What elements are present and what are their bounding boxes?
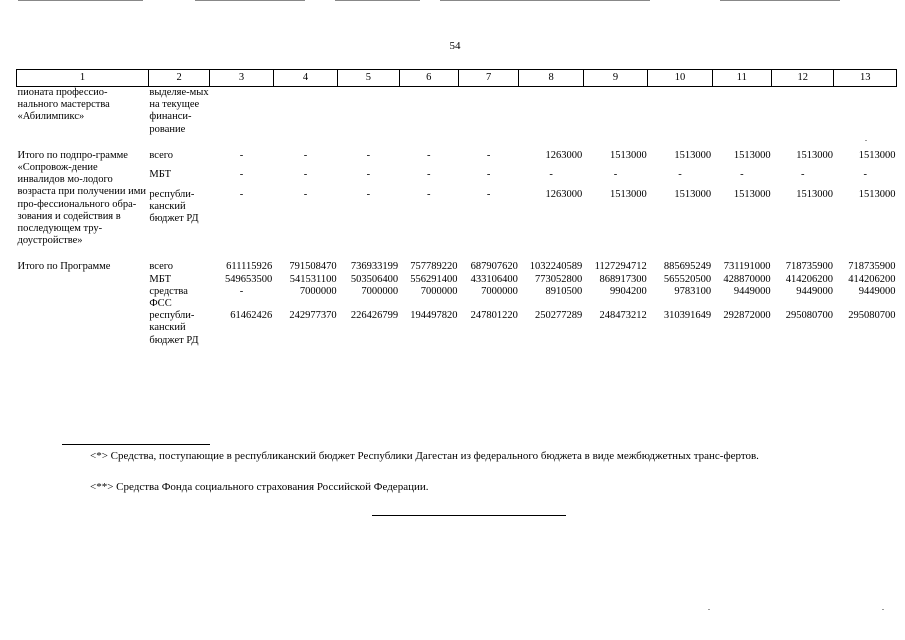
- value-cell: -: [427, 149, 431, 161]
- value-cell: 1032240589: [529, 261, 583, 273]
- value-cell: 565520500: [663, 273, 712, 285]
- table-row: [17, 150, 897, 170]
- value-cell: 9449000: [796, 285, 833, 297]
- value-cell: 718735900: [785, 261, 833, 273]
- value-cell: 9449000: [858, 285, 896, 297]
- value-cell: 1263000: [545, 188, 583, 200]
- column-number-10: 10: [648, 70, 712, 87]
- top-edge-line: [440, 0, 650, 1]
- value-cell: -: [740, 169, 744, 181]
- table-row: [17, 87, 897, 136]
- table-row: [17, 286, 897, 310]
- value-cell: [210, 87, 273, 136]
- column-number-12: 12: [772, 70, 834, 87]
- value-cell: -: [801, 169, 805, 181]
- column-number-5: 5: [338, 70, 399, 87]
- column-number-7: 7: [458, 70, 518, 87]
- scan-speck: [708, 609, 710, 610]
- column-number-2: 2: [148, 70, 209, 87]
- top-edge-line: [335, 0, 420, 1]
- column-number-9: 9: [583, 70, 647, 87]
- value-cell: 295080700: [848, 310, 896, 322]
- column-number-row: [17, 70, 897, 87]
- value-cell: -: [303, 169, 308, 181]
- value-cell: 718735900: [848, 261, 896, 273]
- value-cell: 250277289: [535, 310, 583, 322]
- value-cell: 414206200: [785, 273, 833, 285]
- column-number-6: 6: [399, 70, 458, 87]
- value-cell: 1513000: [858, 188, 896, 200]
- funding-source-cell: средства ФСС: [149, 285, 188, 310]
- column-number-4: 4: [273, 70, 337, 87]
- value-cell: -: [239, 285, 244, 297]
- value-cell: 1513000: [674, 188, 712, 200]
- funding-source-cell: всего: [149, 261, 174, 273]
- value-cell: 1513000: [733, 188, 771, 200]
- value-cell: 773052800: [535, 273, 583, 285]
- column-number-1: 1: [17, 70, 149, 87]
- section-gap: [17, 247, 897, 261]
- value-cell: -: [303, 188, 308, 200]
- value-cell: 1513000: [609, 188, 647, 200]
- value-cell: 242977370: [289, 310, 337, 322]
- value-cell: 8910500: [545, 285, 583, 297]
- value-cell: 868917300: [599, 273, 647, 285]
- program-name-cell: Итого по подпро-грамме «Сопровож-дение инвалидов мо-лодого возраста при получении ими про-фессионального обра-зования и содействия в последующем тру-доустройстве»: [17, 149, 146, 247]
- value-cell: 7000000: [481, 285, 518, 297]
- value-cell: -: [678, 169, 682, 181]
- value-cell: 611115926: [226, 261, 273, 273]
- gap-cell: [17, 136, 897, 150]
- table-row: [17, 169, 897, 189]
- value-cell: 7000000: [361, 285, 399, 297]
- funding-source-cell: республи-канский бюджет РД: [149, 188, 199, 225]
- table-row: [17, 189, 897, 248]
- scan-speck: [882, 609, 884, 610]
- value-cell: 7000000: [299, 285, 337, 297]
- funding-source-cell: республи-канский бюджет РД: [149, 310, 199, 346]
- value-cell: [834, 87, 897, 136]
- value-cell: 61462426: [230, 310, 273, 322]
- value-cell: 757789220: [410, 261, 458, 273]
- gap-cell: [17, 247, 897, 261]
- value-cell: -: [239, 169, 244, 181]
- value-cell: 433106400: [470, 273, 518, 285]
- value-cell: [338, 87, 399, 136]
- footnote-fss: <**> Средства Фонда социального страхования Российской Федерации.: [90, 481, 429, 493]
- table-body: [17, 87, 897, 347]
- section-gap: [17, 136, 897, 150]
- scan-speck: [865, 140, 867, 141]
- value-cell: [648, 87, 712, 136]
- value-cell: 791508470: [289, 261, 337, 273]
- table-row: [17, 274, 897, 286]
- value-cell: -: [863, 169, 867, 181]
- value-cell: [399, 87, 458, 136]
- value-cell: 9449000: [733, 285, 771, 297]
- value-cell: 9783100: [674, 285, 712, 297]
- value-cell: 736933199: [350, 261, 399, 273]
- value-cell: -: [239, 149, 244, 161]
- funding-source-cell: всего: [149, 149, 174, 161]
- value-cell: -: [486, 169, 491, 181]
- value-cell: 414206200: [848, 273, 896, 285]
- value-cell: -: [366, 149, 371, 161]
- top-edge-line: [195, 0, 305, 1]
- value-cell: 549653500: [224, 273, 273, 285]
- value-cell: 194497820: [410, 310, 458, 322]
- value-cell: 503506400: [350, 273, 399, 285]
- funding-source-cell: выделяе-мых на текущее финанси-рование: [149, 87, 209, 135]
- value-cell: 541531100: [289, 273, 337, 285]
- value-cell: 731191000: [723, 261, 771, 273]
- value-cell: -: [486, 188, 491, 200]
- value-cell: 248473212: [599, 310, 647, 322]
- column-number-3: 3: [210, 70, 273, 87]
- value-cell: [519, 87, 583, 136]
- value-cell: 7000000: [420, 285, 458, 297]
- value-cell: 1513000: [733, 149, 771, 161]
- value-cell: 1513000: [796, 188, 833, 200]
- value-cell: 1263000: [545, 149, 583, 161]
- value-cell: [458, 87, 518, 136]
- value-cell: 226426799: [350, 310, 399, 322]
- value-cell: [583, 87, 647, 136]
- funding-source-cell: МБТ: [149, 169, 172, 181]
- value-cell: 1513000: [609, 149, 647, 161]
- value-cell: 247801220: [470, 310, 518, 322]
- footnote-separator: [62, 444, 210, 445]
- value-cell: 428870000: [723, 273, 771, 285]
- column-number-11: 11: [712, 70, 771, 87]
- value-cell: -: [427, 169, 431, 181]
- footnote-mbt: <*> Средства, поступающие в республиканский бюджет Республики Дагестан из федерального бюджета в виде межбюджетных транс-фертов.: [90, 450, 759, 462]
- value-cell: 292872000: [723, 310, 771, 322]
- value-cell: 1513000: [674, 149, 712, 161]
- value-cell: 1127294712: [594, 261, 647, 273]
- table-row: [17, 310, 897, 347]
- column-number-13: 13: [834, 70, 897, 87]
- value-cell: -: [239, 188, 244, 200]
- value-cell: [772, 87, 834, 136]
- value-cell: -: [486, 149, 491, 161]
- value-cell: -: [613, 169, 618, 181]
- top-edge-line: [720, 0, 840, 1]
- value-cell: [712, 87, 771, 136]
- value-cell: 687907620: [470, 261, 518, 273]
- table-row: [17, 261, 897, 273]
- column-number-8: 8: [519, 70, 583, 87]
- program-name-cell: Итого по Программе: [17, 261, 111, 273]
- value-cell: -: [366, 188, 371, 200]
- value-cell: 1513000: [858, 149, 896, 161]
- program-name-cell: пионата профессио-нального мастерства «Абилимпикс»: [17, 87, 110, 123]
- value-cell: -: [427, 188, 431, 200]
- table-header: [17, 70, 897, 87]
- value-cell: -: [549, 169, 553, 181]
- value-cell: 310391649: [663, 310, 712, 322]
- value-cell: 885695249: [663, 261, 712, 273]
- value-cell: 295080700: [785, 310, 833, 322]
- budget-table: [16, 69, 897, 347]
- value-cell: 1513000: [796, 149, 833, 161]
- top-edge-line: [18, 0, 143, 1]
- value-cell: -: [366, 169, 371, 181]
- value-cell: 9904200: [609, 285, 647, 297]
- funding-source-cell: МБТ: [149, 273, 172, 285]
- page-number: 54: [449, 40, 461, 52]
- value-cell: [273, 87, 337, 136]
- value-cell: -: [303, 149, 308, 161]
- end-of-document-line: [372, 515, 566, 516]
- value-cell: 556291400: [410, 273, 458, 285]
